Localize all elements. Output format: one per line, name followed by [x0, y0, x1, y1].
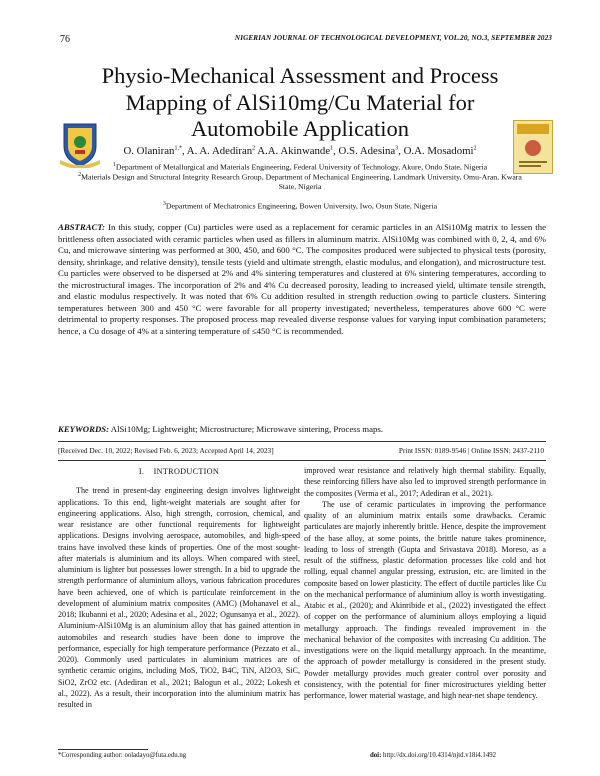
corresponding-author-note: *Corresponding author: ooladayo@futa.edu.ng — [58, 752, 187, 759]
author-affiliation-mark: 1,* — [174, 145, 182, 152]
doi-link[interactable]: doi: http://dx.doi.org/10.4314/njtd.v18i4.1492 — [370, 752, 497, 759]
article-dates: [Received Dec. 10, 2022; Revised Feb. 6, 2023; Accepted April 14, 2023] — [58, 446, 274, 455]
abstract-label: ABSTRACT: — [58, 222, 106, 232]
keywords — [58, 424, 546, 434]
footnote-divider — [58, 749, 148, 750]
body-column-left — [58, 466, 300, 710]
author-name: O.S. Adesina — [338, 145, 396, 157]
keywords-label: KEYWORDS: — [58, 424, 110, 434]
divider — [58, 441, 546, 442]
author-affiliation-mark: 2 — [252, 145, 256, 152]
paper-title: Physio-Mechanical Assessment and Process Mapping of AlSi10mg/Cu Material for Automobile Application — [101, 63, 499, 141]
author-name: A.A. Akinwande — [257, 145, 331, 157]
author-name: A. A. Adediran — [186, 145, 253, 157]
body-column-right — [304, 465, 546, 701]
affiliation-1: $^1$Department of Metallurgical and Materials Engineering, Federal University of Technology, Akure, Ondo State, Nigeria — [112, 162, 488, 172]
abstract — [58, 222, 546, 337]
body-paragraph: The use of ceramic particulates in improving the performance quality of an aluminium matrix entails some drawbacks. Ceramic particulates are majorly inherently brittle. Hence, despite the improvement of the base alloy, at some points, the brittle nature takes prominence, leading to loss of strength (Gupta and Srivastava 2018). Moreso, as a result of the stiffness, plastic deformation processes like cold and hot rolling, equal channel angular pressing, extrusion, etc. are limited in the composite based on lower plasticity. The effect of ductile particles like Cu on the mechanical performance of aluminium alloy is worth investigating. Atabic et al., (2020); and Akinribide et al., (2022) investigated the effect of copper on the performance of aluminium alloys employing a liquid metallurgy approach. The findings revealed improvement in the mechanical behavior of the composites with increasing Cu addition. The investigations were on the liquid metallurgy approach. In the meantime, the approach of powder metallurgy is considered in the present study. Powder metallurgy provides much greater control over porosity and consistency, with the potential for finer microstructures yielding better performance, lower material wastage, and high near-net shape tendency. — [304, 499, 546, 700]
body-paragraph: The trend in present-day engineering design involves lightweight applications. To this end, light-weight materials are sought after for engineering applications. Also, high strength, corrosion, chemical, and wear resistance are other functional requirements for lightweight applications. Designs involving aerospace, automobiles, and high-speed trains have involved these kinds of properties. One of the most sought-after materials is aluminium and its alloys. When compared with steel, aluminium is lighter but possesses lower strength. In a bid to upgrade the strength performance of aluminium alloys, various fabrication procedures have been achieved, one of which is particulate reinforcement in the development of aluminium matrix composites (AMC) (Mohanavel et al., 2018; Ikubanni et al., 2020; Adesina et al., 2022; Ogunsanya et al., 2022). Aluminium-AlSi10Mg is an aluminium alloy that has gained attention in automobiles and research studies have been done to improve the performance, especially for high temperature performance (Pezzato et al., 2020). Commonly used particulates in aluminium matrices are of synthetic ceramic origins, including MoS, TiO2, B4C, TiN, Al2O3, SiC, SiO2, ZrO2 etc. (Adediran et al., 2021; Balogun et al., 2022; Lokesh et al., 2022). As a result, their incorporation into the aluminium matrix has resulted in — [58, 486, 300, 709]
affiliation-3: $^3$Department of Mechatronics Engineering, Bowen University, Iwo, Osun State, Nigeria — [162, 201, 438, 211]
body-paragraph: improved wear resistance and relatively high thermal stability. Equally, these reinforcing fillers have also led to improved strength performance in the composites (Verma et al., 2017; Adediran et al., 2021). — [304, 466, 546, 498]
author-name: O.A. Mosadomi — [403, 145, 474, 157]
keywords-text: AlSi10Mg; Lightweight; Microstructure; Microwave sintering, Process maps. — [110, 424, 383, 434]
author-affiliation-mark: 1 — [330, 145, 334, 152]
section-heading: I. INTRODUCTION — [138, 467, 220, 476]
abstract-text: In this study, copper (Cu) particles were used as a replacement for ceramic particles in an AlSi10Mg matrix to lessen the brittleness often associated with ceramic particles when used as fillers in aluminum matrix. AlSi10Mg was combined with 0, 2, 4, and 6% Cu, and microwave sintering was performed at 300, 450, and 600 °C. The composites produced were subjected to physical tests (porosity, density, shrinkage, and relative density), tensile tests (yield and ultimate strength, elastic modulus, and elongation), and microstructure test. Cu particles were observed to be dispersed at 2% and 4% sintering temperatures and clustered at 6% sintering temperatures, according to the microstructural images. The incorporation of 2% and 4% Cu decreased porosity, leading to increased yield, ultimate tensile strength, and elastic modulus respectively. It was noted that 6% Cu addition resulted in strength reduction owing to particle clusters. Sintering temperatures between 300 and 450 °C were favorable for all property investigated; nevertheless, temperatures above 600 °C were detrimental to property responses. The proposed process map revealed diverse response values for varying input combination parameters; hence, a Cu dosage of 4% at a sintering temperature of ≤450 °C is recommended. — [58, 222, 546, 336]
affiliation-2: $^2$Materials Design and Structural Integrity Research Group, Department of Mechanical Engineering, Landmark University, Omu-Aran, Kwara State, Nigeria — [78, 172, 522, 192]
author-name: O. Olaniran — [123, 145, 175, 157]
author-affiliation-mark: 3 — [395, 145, 399, 152]
issn-info: Print ISSN: 0189-9546 | Online ISSN: 2437-2110 — [398, 446, 544, 455]
divider — [58, 460, 546, 461]
author-list: O. Olaniran$^{1,*}$, A. A. Adediran$^2$ A.A. Akinwande$^1$, O.S. Adesina$^3$, O.A. Mosadomi$^2$ — [123, 145, 477, 157]
author-affiliation-mark: 2 — [473, 145, 477, 152]
page-number: 76 — [60, 34, 70, 45]
running-head: NIGERIAN JOURNAL OF TECHNOLOGICAL DEVELOPMENT, VOL.20, NO.3, SEPTEMBER 2023 — [234, 34, 552, 42]
